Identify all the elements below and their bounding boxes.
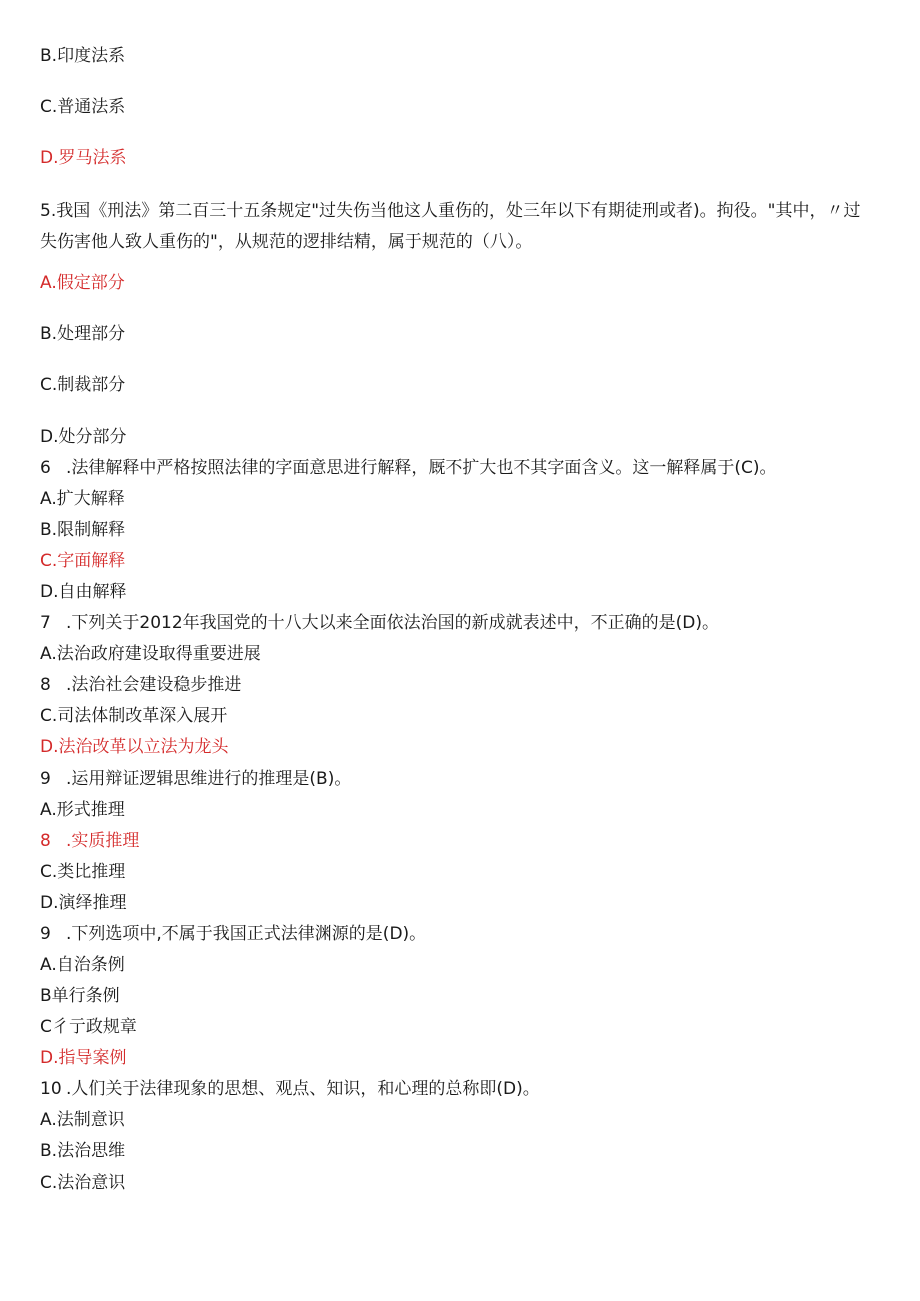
question-number: 9 xyxy=(40,924,51,944)
option-c-administrative-rules: C彳亍政规章 xyxy=(40,1017,137,1037)
option-a-autonomous-regulations: A.自治条例 xyxy=(40,955,125,975)
option-c-sanction: C.制裁部分 xyxy=(40,375,126,395)
question-number: 6 xyxy=(40,458,51,478)
option-b-indian-law: B.印度法系 xyxy=(40,46,126,66)
option-b-rule-of-law-society xyxy=(40,674,241,696)
question-9-sources xyxy=(40,923,426,945)
option-a-legal-system-awareness: A.法制意识 xyxy=(40,1110,125,1130)
option-text: .实质推理 xyxy=(66,831,140,851)
question-6 xyxy=(40,457,777,479)
option-a-rule-of-law-government: A.法治政府建设取得重要进展 xyxy=(40,644,261,664)
option-number: 8 xyxy=(40,675,51,695)
option-d-legislation-led-answer: D.法治改革以立法为龙头 xyxy=(40,737,229,757)
option-c-analogy: C.类比推理 xyxy=(40,862,126,882)
question-10 xyxy=(40,1078,540,1100)
question-5: 5.我国《刑法》第二百三十五条规定"过失伤当他这人重伤的，处三年以下有期徒刑或者)。拘役。"其中，〃过失伤害他人致人重伤的"，从规范的逻排结精，属于规范的（八）。 xyxy=(40,201,861,252)
option-b-separate-regulations: B单行条例 xyxy=(40,986,120,1006)
option-b-handling: B.处理部分 xyxy=(40,324,126,344)
option-a-formal: A.形式推理 xyxy=(40,800,125,820)
question-text: .人们关于法律现象的思想、观点、知识，和心理的总称即(D)。 xyxy=(66,1079,540,1099)
option-d-free: D.自由解释 xyxy=(40,582,127,602)
question-number: 9 xyxy=(40,769,51,789)
option-b-restrictive: B.限制解释 xyxy=(40,520,126,540)
option-c-literal-answer: C.字面解释 xyxy=(40,551,126,571)
option-d-deductive: D.演绎推理 xyxy=(40,893,127,913)
option-text: .法治社会建设稳步推进 xyxy=(66,675,242,695)
option-d-roman-law-answer: D.罗马法系 xyxy=(40,148,127,168)
question-text: .运用辩证逻辑思维进行的推理是(B)。 xyxy=(66,769,352,789)
question-number: 10 xyxy=(40,1079,62,1099)
option-a-expansive: A.扩大解释 xyxy=(40,489,125,509)
option-c-rule-of-law-awareness: C.法治意识 xyxy=(40,1173,126,1193)
question-number: 7 xyxy=(40,613,51,633)
question-text: .下列选项中,不属于我国正式法律渊源的是(D)。 xyxy=(66,924,427,944)
option-d-disposal: D.处分部分 xyxy=(40,427,127,447)
option-d-guiding-cases-answer: D.指导案例 xyxy=(40,1048,127,1068)
option-c-common-law: C.普通法系 xyxy=(40,97,126,117)
question-text: .法律解释中严格按照法律的字面意思进行解释，厩不扩大也不其字面含义。这一解释属于(C)。 xyxy=(66,458,777,478)
option-c-judicial-reform: C.司法体制改革深入展开 xyxy=(40,706,228,726)
option-b-rule-of-law-thinking: B.法治思维 xyxy=(40,1141,126,1161)
question-text: .下列关于2012年我国党的十八大以来全面依法治国的新成就表述中，不正确的是(D)。 xyxy=(66,613,720,633)
question-9-reasoning xyxy=(40,768,351,790)
option-b-substantive-answer xyxy=(40,830,139,852)
option-number: 8 xyxy=(40,831,51,851)
option-a-assumption-answer: A.假定部分 xyxy=(40,273,125,293)
question-7 xyxy=(40,612,719,634)
